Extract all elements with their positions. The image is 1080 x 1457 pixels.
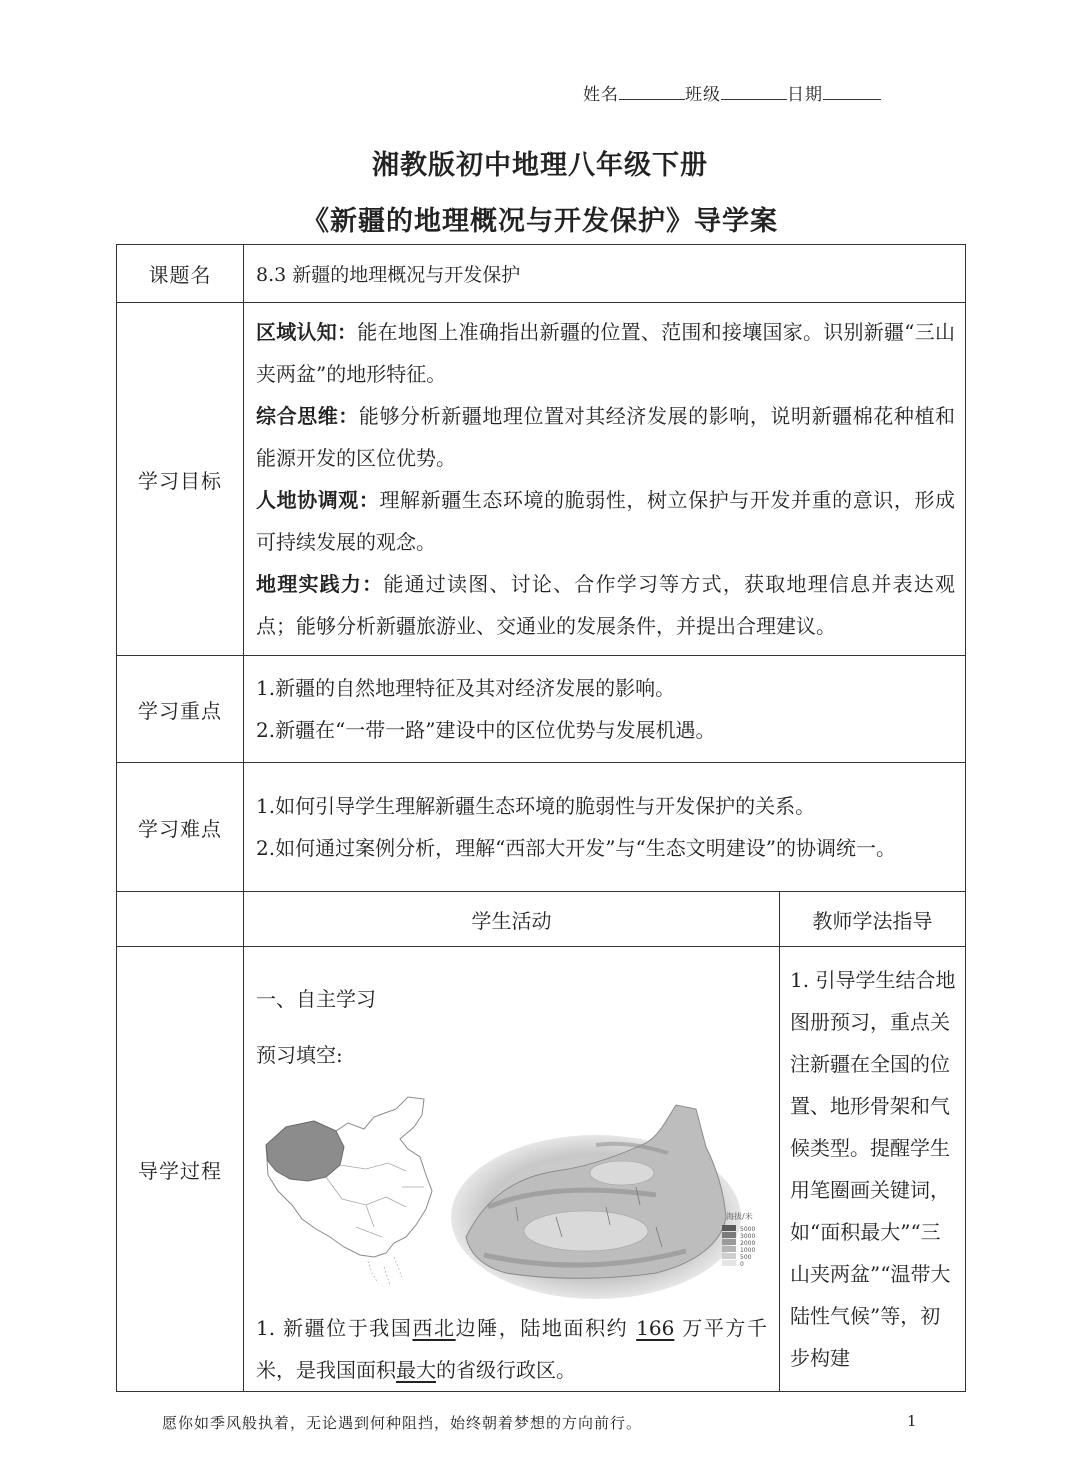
footer-motto: 愿你如季风般执着，无论遇到何种阻挡，始终朝着梦想的方向前行。 [162, 1414, 643, 1432]
guide-table [116, 244, 966, 1392]
maps-figure [256, 1087, 768, 1307]
key-points-label: 学习重点 [117, 656, 244, 763]
goal-item: 人地协调观：理解新疆生态环境的脆弱性，树立保护与开发并重的意识，形成可持续发展的观念。 [256, 488, 956, 554]
legend-value: 0 [740, 1261, 744, 1268]
row-difficulties [117, 763, 966, 892]
difficulty-item: 2.如何通过案例分析，理解“西部大开发”与“生态文明建设”的协调统一。 [256, 836, 896, 860]
elevation-legend [722, 1211, 755, 1268]
goals-content [244, 303, 966, 656]
row-goals [117, 303, 966, 656]
difficulty-item: 1.如何引导学生理解新疆生态环境的脆弱性与开发保护的关系。 [256, 794, 816, 818]
name-label: 姓名 [583, 85, 619, 105]
section-title: 一、自主学习 [256, 987, 376, 1011]
key-point-item: 1.新疆的自然地理特征及其对经济发展的影响。 [256, 676, 676, 700]
class-label: 班级 [685, 85, 721, 105]
topic-label: 课题名 [117, 245, 244, 303]
goal-item: 区域认知：能在地图上准确指出新疆的位置、范围和接壤国家。识别新疆“三山夹两盆”的地形特征。 [256, 320, 956, 386]
key-points-content [244, 656, 966, 763]
empty-header-cell [117, 892, 244, 947]
answer-blank: 西北 [412, 1316, 456, 1340]
legend-value: 500 [740, 1254, 752, 1261]
answer-blank: 最大 [396, 1358, 436, 1382]
xinjiang-highlight [266, 1121, 344, 1181]
legend-value: 5000 [740, 1226, 756, 1233]
row-key-points [117, 656, 966, 763]
student-info-fields [583, 80, 881, 105]
student-activity-header: 学生活动 [244, 892, 780, 947]
teacher-guide-header: 教师学法指导 [780, 892, 966, 947]
legend-value: 1000 [740, 1247, 756, 1254]
key-point-item: 2.新疆在“一带一路”建设中的区位优势与发展机遇。 [256, 718, 716, 742]
section-subtitle: 预习填空: [256, 1043, 343, 1067]
row-column-headers [117, 892, 966, 947]
row-topic [117, 245, 966, 303]
xinjiang-maps [256, 1087, 767, 1307]
student-activity-content [244, 947, 780, 1392]
topic-value: 8.3 新疆的地理概况与开发保护 [244, 245, 966, 303]
xinjiang-relief-map [451, 1105, 741, 1299]
process-label: 导学过程 [117, 947, 244, 1392]
name-blank[interactable] [619, 84, 685, 100]
class-blank[interactable] [721, 84, 787, 100]
document-title-line1: 湘教版初中地理八年级下册 [372, 150, 708, 181]
answer-blank: 166 [636, 1316, 675, 1340]
legend-title: 海拔/米 [726, 1212, 753, 1221]
date-label: 日期 [787, 85, 823, 105]
goal-item: 地理实践力：能通过读图、讨论、合作学习等方式，获取地理信息并表达观点；能够分析新疆旅游业、交通业的发展条件，并提出合理建议。 [256, 572, 956, 638]
difficulties-content [244, 763, 966, 892]
teacher-guide-content: 1. 引导学生结合地图册预习，重点关注新疆在全国的位置、地形骨架和气候类型。提醒学生用笔圈画关键词，如“面积最大”“三山夹两盆”“温带大陆性气候”等，初步构建 [780, 947, 966, 1392]
legend-value: 3000 [740, 1233, 756, 1240]
goal-item: 综合思维：能够分析新疆地理位置对其经济发展的影响，说明新疆棉花种植和能源开发的区位优势。 [256, 404, 956, 470]
difficulties-label: 学习难点 [117, 763, 244, 892]
date-blank[interactable] [823, 84, 881, 100]
question-1: 1. 新疆位于我国西北边陲，陆地面积约 166 万平方千米，是我国面积最大的省级行政区。 [256, 1316, 767, 1382]
goals-label: 学习目标 [117, 303, 244, 656]
china-map [266, 1097, 432, 1285]
page-number: 1 [907, 1412, 917, 1430]
row-process [117, 947, 966, 1392]
document-title-line2: 《新疆的地理概况与开发保护》导学案 [302, 206, 778, 237]
legend-value: 2000 [740, 1240, 756, 1247]
